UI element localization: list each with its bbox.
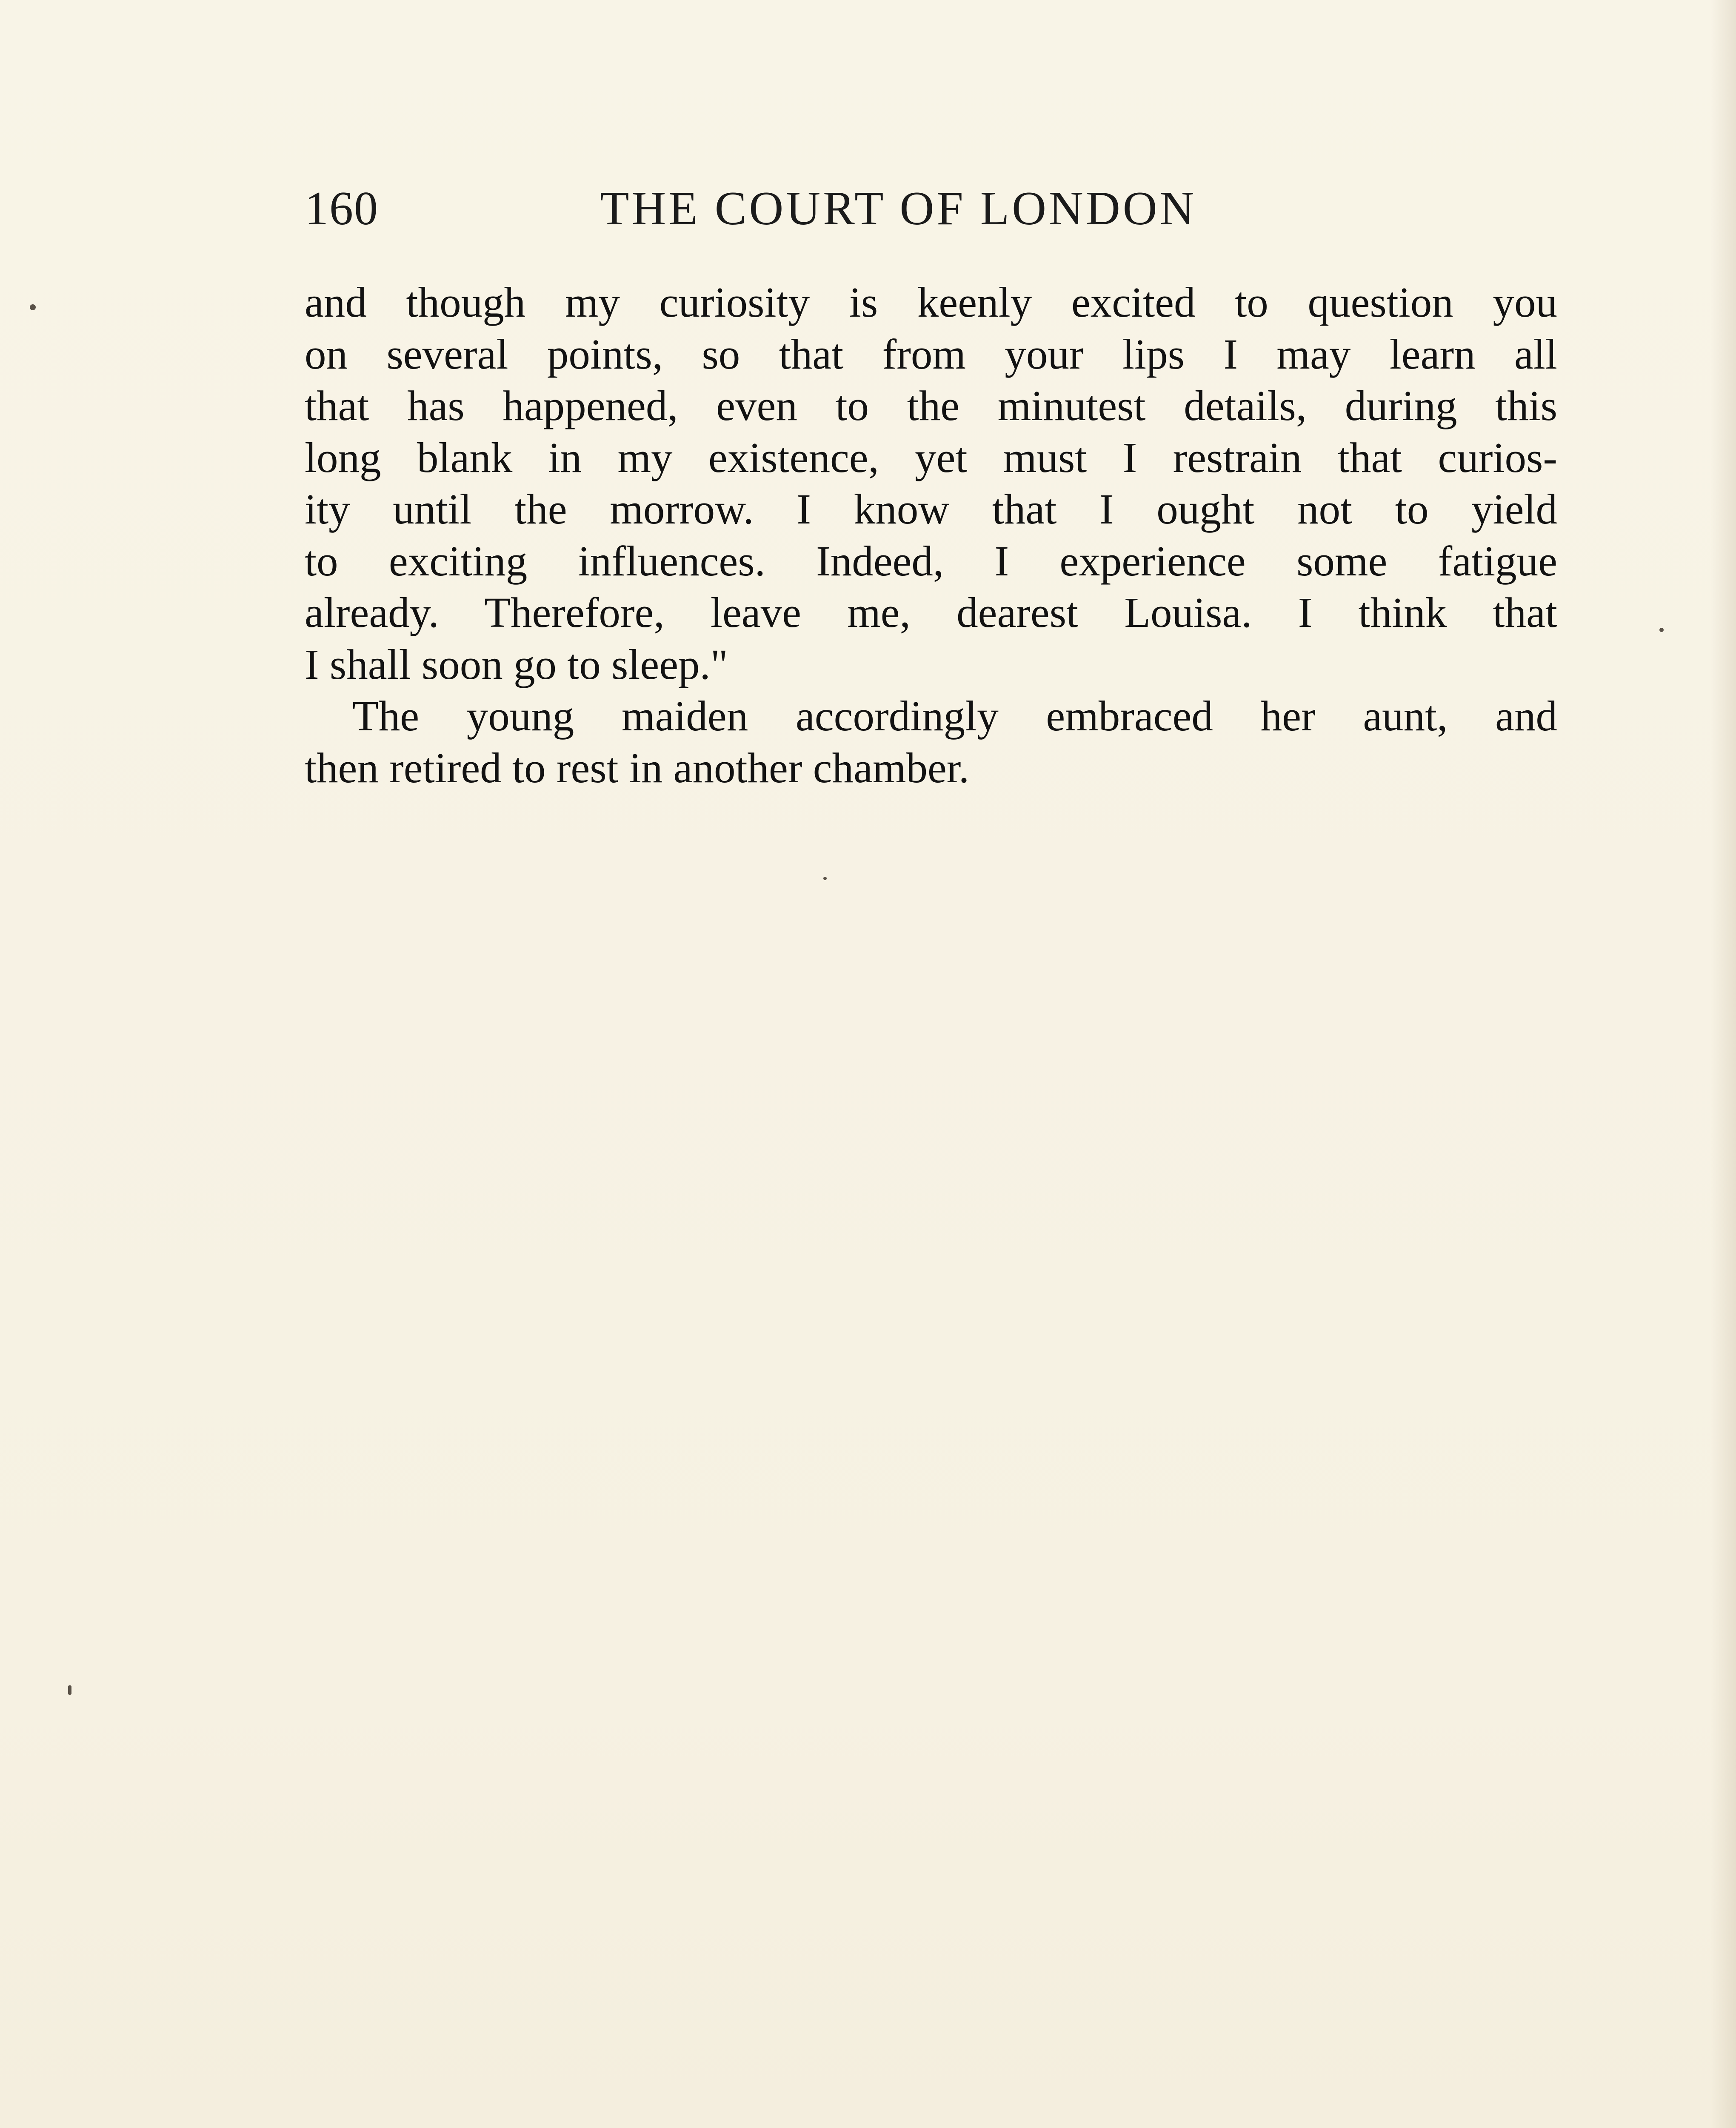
page-number: 160 [305,182,379,235]
text-line: already. Therefore, leave me, dearest Louisa. I think that [305,589,1557,636]
paper-speck [30,304,36,310]
page-edge-shadow [1710,0,1736,2128]
text-line: long blank in my existence, yet must I restrain that curios- [305,433,1557,481]
text-line: The young maiden accordingly embraced her aunt, and [352,692,1557,740]
text-line: and though my curiosity is keenly excited to question you [305,278,1557,326]
paragraph [305,277,1557,690]
paragraph [305,690,1557,794]
text-line: on several points, so that from your lips I may learn all [305,330,1557,378]
text-line: ity until the morrow. I know that I ought not to yield [305,485,1557,533]
running-head [305,179,1265,238]
running-title: THE COURT OF LONDON [600,182,1197,235]
body-text [305,277,1557,794]
paper-speck [1659,628,1664,632]
paper-speck [823,877,827,880]
text-line: to exciting influences. Indeed, I experience some fatigue [305,537,1557,585]
text-line: that has happened, even to the minutest details, during this [305,382,1557,429]
text-line: then retired to rest in another chamber. [305,744,970,792]
text-line: I shall soon go to sleep." [305,640,728,688]
paper-speck [68,1685,71,1695]
